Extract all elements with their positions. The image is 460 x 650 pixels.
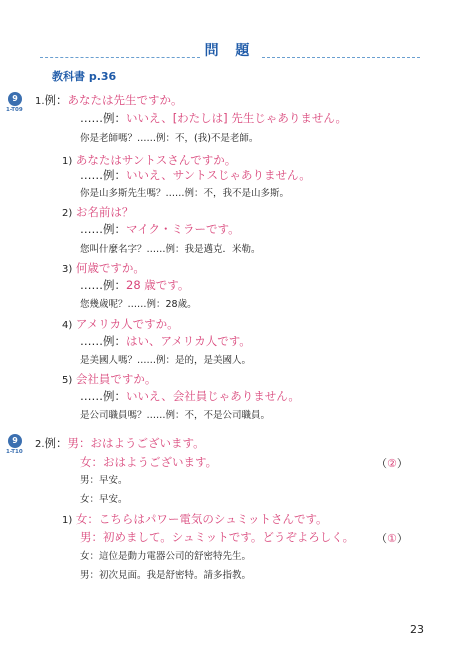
cd-track-icon[interactable]: 9	[8, 92, 22, 106]
s1-item5-question: 5) 会社員ですか。	[62, 372, 157, 386]
s2-example-translation1: 男：早安。	[80, 475, 128, 486]
s1-item4-question: 4) アメリカ人ですか。	[62, 317, 179, 331]
s1-item1-question: 1) あなたはサントスさんですか。	[62, 153, 237, 167]
s1-item4-answer: ……例：はい、アメリカ人です。	[80, 334, 251, 348]
title-rule-left	[40, 57, 200, 58]
page-title: 問 題	[204, 43, 256, 59]
cd-track-label: 1-T09	[6, 107, 23, 113]
s1-item1-translation: 你是山多斯先生嗎？……例：不，我不是山多斯。	[80, 188, 290, 199]
s1-item5-answer: ……例：いいえ、会社員じゃありません。	[80, 389, 300, 403]
title-rule-right	[262, 57, 420, 58]
s2-item1-line1: 1) 女：こちらはパワー電気のシュミットさんです。	[62, 512, 328, 526]
s1-item4-translation: 是美國人嗎？……例：是的，是美國人。	[80, 355, 252, 366]
s1-example-answer: ……例：いいえ、[わたしは] 先生じゃありません。	[80, 111, 348, 125]
s2-example-line2: 女：おはようございます。	[80, 455, 218, 469]
s1-example-translation: 你是老師嗎？……例：不，(我)不是老師。	[80, 133, 259, 144]
textbook-reference: 教科書 p.36	[52, 70, 117, 83]
s2-item1-translation1: 女：這位是動力電器公司的舒密特先生。	[80, 551, 252, 562]
s2-item1-answer: （①）	[376, 532, 408, 545]
s1-item2-answer: ……例：マイク・ミラーです。	[80, 222, 240, 236]
s1-item3-question: 3) 何歳ですか。	[62, 261, 145, 275]
cd-track-label: 1-T10	[6, 449, 23, 455]
s1-item1-answer: ……例：いいえ、サントスじゃありません。	[80, 168, 311, 182]
s2-item1-line2: 男：初めまして。シュミットです。どうぞよろしく。	[80, 530, 355, 544]
s1-item3-translation: 您幾歲呢？……例：28歲。	[80, 299, 197, 310]
page-number: 23	[410, 623, 424, 636]
s2-example-answer: （②）	[376, 457, 408, 470]
cd-track-icon[interactable]: 9	[8, 434, 22, 448]
s1-item5-translation: 是公司職員嗎？……例：不，不是公司職員。	[80, 410, 271, 421]
s1-item2-translation: 您叫什麼名字？……例：我是邁克．米勒。	[80, 244, 261, 255]
s1-example-question: 1.例：あなたは先生ですか。	[35, 93, 183, 107]
s1-item2-question: 2) お名前は？	[62, 205, 134, 219]
s1-item3-answer: ……例：28 歳です。	[80, 278, 190, 292]
s2-item1-translation2: 男：初次見面。我是舒密特。請多指教。	[80, 570, 252, 581]
s2-example-line1: 2.例：男：おはようございます。	[35, 436, 205, 450]
s2-example-translation2: 女：早安。	[80, 494, 128, 505]
